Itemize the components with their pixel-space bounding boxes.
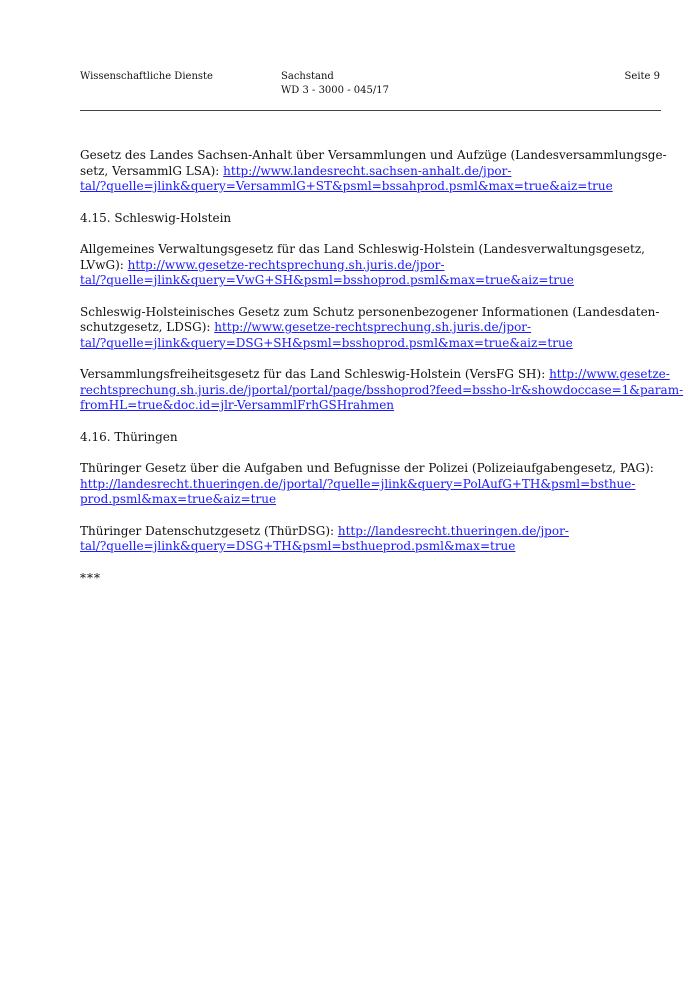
- law-link[interactable]: fromHL=true&doc.id=jlr-VersammlFrhGSHrahmen: [80, 398, 395, 412]
- paragraph-text: Versammlungsfreiheitsgesetz für das Land Schleswig-Holstein (VersFG SH):: [80, 367, 550, 381]
- paragraph-line: [80, 164, 511, 178]
- paragraph-line: [80, 273, 574, 287]
- end-marker: ***: [80, 570, 101, 585]
- document-body: [80, 148, 684, 602]
- law-link[interactable]: http://www.gesetze-rechtsprechung.sh.juris.de/jpor-: [214, 320, 532, 334]
- header-doc-type: Sachstand: [281, 71, 334, 82]
- header-doc-number: WD 3 - 3000 - 045/17: [281, 85, 389, 96]
- paragraph-line: [80, 398, 394, 412]
- paragraph-line: [80, 367, 670, 381]
- section-heading-schleswig-holstein: 4.15. Schleswig-Holstein: [80, 210, 232, 225]
- law-link[interactable]: tal/?quelle=jlink&query=DSG+TH&psml=bsthueprod.psml&max=true: [80, 539, 516, 553]
- paragraph-line: [80, 539, 515, 553]
- paragraph-line: [80, 320, 531, 334]
- law-link[interactable]: rechtsprechung.sh.juris.de/jportal/portal/page/bsshoprod?feed=bssho-lr&showdoccase=1&param-: [80, 382, 684, 397]
- paragraph-ldsg: [80, 305, 661, 352]
- paragraph-line: [80, 258, 444, 272]
- header-rule: [80, 110, 661, 111]
- paragraph-text: LVwG):: [80, 257, 128, 272]
- paragraph-thuerdsg: [80, 524, 661, 555]
- paragraph-line: [80, 179, 613, 193]
- paragraph-text: Thüringer Datenschutzgesetz (ThürDSG):: [80, 523, 338, 538]
- section-heading-thueringen: 4.16. Thüringen: [80, 429, 178, 444]
- law-link[interactable]: http://www.gesetze-rechtsprechung.sh.juris.de/jpor-: [127, 257, 445, 272]
- law-link[interactable]: http://www.gesetze-: [549, 367, 670, 381]
- law-link[interactable]: prod.psml&max=true&aiz=true: [80, 492, 277, 506]
- paragraph-sachsen-anhalt: [80, 148, 667, 195]
- paragraph-text: Thüringer Gesetz über die Aufgaben und Befugnisse der Polizei (Polizeiaufgabengesetz, PAG):: [80, 461, 654, 475]
- law-link[interactable]: tal/?quelle=jlink&query=DSG+SH&psml=bsshoprod.psml&max=true&aiz=true: [80, 335, 573, 350]
- header-department: Wissenschaftliche Dienste: [80, 71, 213, 82]
- paragraph-lvwg: [80, 242, 661, 289]
- paragraph-text: Schleswig-Holsteinisches Gesetz zum Schutz personenbezogener Informationen (Landesdaten-: [80, 304, 660, 319]
- header-page-number: Seite 9: [624, 71, 660, 82]
- law-link[interactable]: http://landesrecht.thueringen.de/jportal/?quelle=jlink&query=PolAufG+TH&psml=bsthue-: [80, 476, 636, 491]
- paragraph-line: [80, 336, 573, 350]
- paragraph-text: Gesetz des Landes Sachsen-Anhalt über Versammlungen und Aufzüge (Landesversammlungsge-: [80, 148, 667, 162]
- header-doc-info: [281, 70, 389, 98]
- paragraph-versfg-sh: [80, 367, 684, 414]
- law-link[interactable]: tal/?quelle=jlink&query=VersammlG+ST&psml=bssahprod.psml&max=true&aiz=true: [80, 179, 613, 193]
- paragraph-text: schutzgesetz, LDSG):: [80, 320, 215, 334]
- paragraph-text: setz, VersammlG LSA):: [80, 163, 224, 178]
- paragraph-line: [80, 524, 569, 538]
- paragraph-pag: [80, 461, 661, 508]
- paragraph-line: [80, 492, 276, 506]
- paragraph-text: Allgemeines Verwaltungsgesetz für das Land Schleswig-Holstein (Landesverwaltungsgesetz,: [80, 242, 645, 256]
- paragraph-line: [80, 477, 635, 491]
- paragraph-line: [80, 383, 683, 397]
- law-link[interactable]: http://landesrecht.thueringen.de/jpor-: [337, 523, 569, 538]
- law-link[interactable]: http://www.landesrecht.sachsen-anhalt.de/jpor-: [223, 163, 512, 178]
- law-link[interactable]: tal/?quelle=jlink&query=VwG+SH&psml=bsshoprod.psml&max=true&aiz=true: [80, 273, 574, 287]
